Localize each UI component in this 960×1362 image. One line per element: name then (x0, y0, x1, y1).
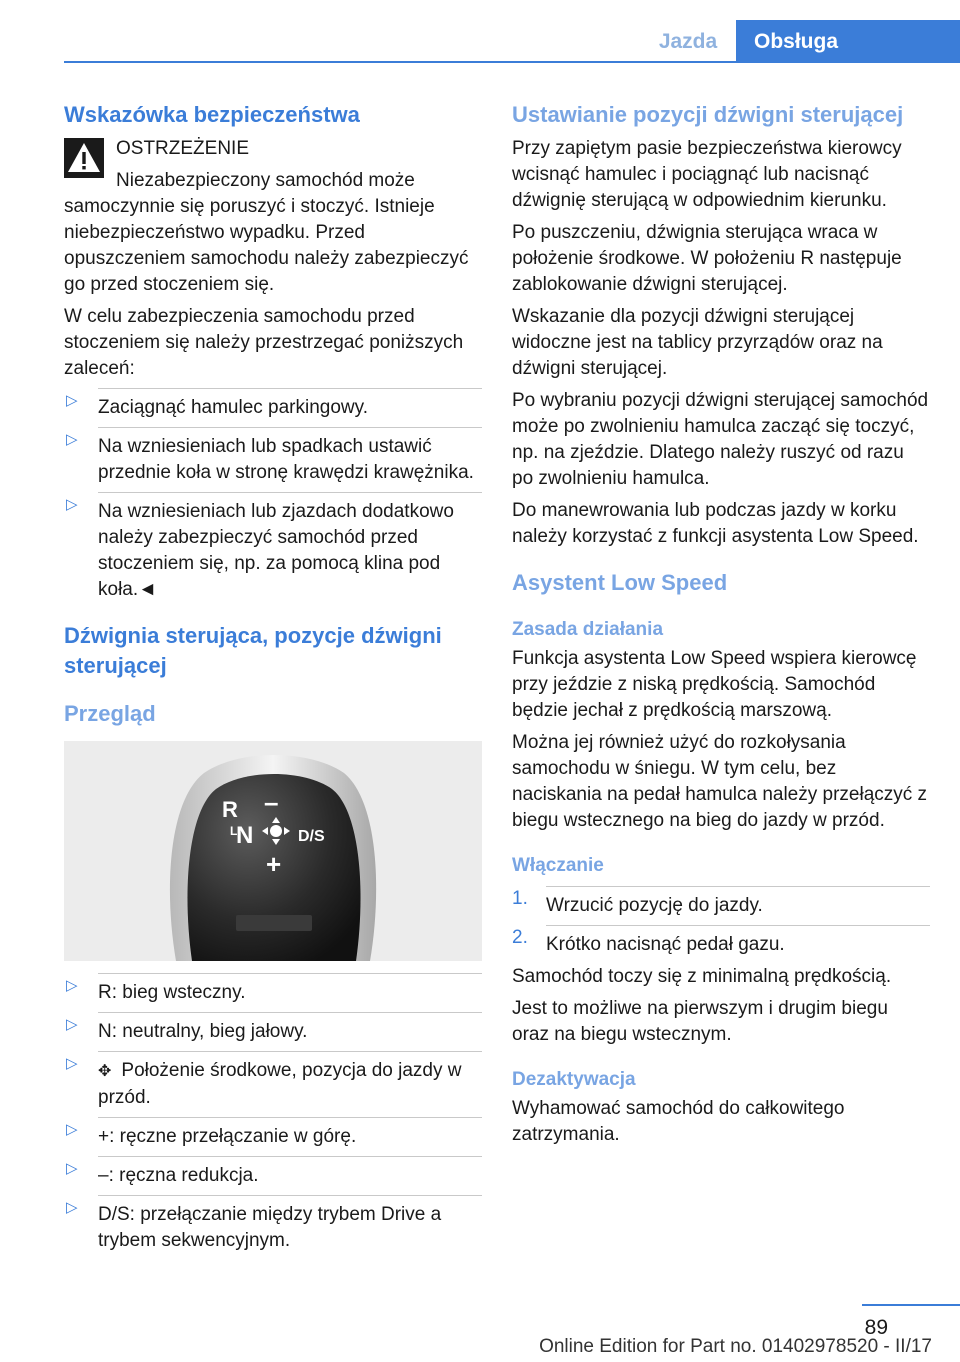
edition-line: Online Edition for Part no. 01402978520 - II/17 (539, 1336, 932, 1357)
triangle-bullet-icon: ▷ (66, 1121, 78, 1138)
footer-rule (862, 1304, 960, 1306)
setting-paragraph-1: Przy zapiętym pasie bezpieczeństwa kierowcy wcisnąć hamulec i pociągnąć lub nacisnąć dźwignię sterującą w odpowiednim kierunku. (512, 138, 902, 211)
activation-paragraph-2: Jest to możliwe na pierwszym i drugim biegu oraz na biegu wstecznym. (512, 998, 888, 1045)
page-number: 89 (864, 1316, 888, 1339)
setting-paragraph-2: Po puszczeniu, dźwignia sterująca wraca w położenie środkowe. W położeniu R następuje zablokowanie dźwigni sterującej. (512, 222, 902, 295)
setting-paragraph-3: Wskazanie dla pozycji dźwigni sterującej widoczne jest na tablicy przyrządów oraz na dźwigni sterującej. (512, 306, 883, 379)
warning-block (64, 136, 482, 298)
list-item: ▷ –: ręczna redukcja. (64, 1156, 482, 1189)
warning-text: Niezabezpieczony samochód może samoczynnie się poruszyć i stoczyć. Istnieje niebezpieczeństwo wypadku. Przed opuszczeniem samochodu należy zabezpieczyć go przed stoczeniem się. (64, 170, 469, 295)
list-item: ▷ N: neutralny, bieg jałowy. (64, 1012, 482, 1045)
warning-title: OSTRZEŻENIE (116, 138, 250, 159)
list-item: ▷ Na wzniesieniach lub spadkach ustawić przednie koła w stronę krawędzi krawężnika. (64, 427, 482, 486)
header-rule (64, 61, 960, 63)
knob-label-plus: + (266, 849, 282, 879)
list-item: ▷ D/S: przełączanie między trybem Drive a trybem sekwencyjnym. (64, 1195, 482, 1254)
list-item: ▷ Na wzniesieniach lub zjazdach dodatkowo należy zabezpieczyć samochód przed stoczeniem się, np. za pomocą klina pod koła.◄ (64, 492, 482, 603)
setting-paragraph-4: Po wybraniu pozycji dźwigni sterującej samochód może po zwolnieniu hamulca zacząć się toczyć, np. na zjeździe. Dlatego należy ruszyć od razu po zwolnieniu hamulca. (512, 390, 929, 489)
knob-label-n: N (236, 822, 254, 849)
triangle-bullet-icon: ▷ (66, 431, 78, 448)
knob-label-r: R (222, 797, 238, 822)
principle-paragraph-1: Funkcja asystenta Low Speed wspiera kierowcę przy jeździe z niską prędkością. Samochód będzie jechał z prędkością marszową. (512, 648, 917, 721)
overview-heading: Przegląd (64, 701, 156, 726)
list-item: 2. Krótko nacisnąć pedał gazu. (512, 925, 930, 958)
deactivation-heading: Dezaktywacja (512, 1069, 636, 1090)
triangle-bullet-icon: ▷ (66, 1016, 78, 1033)
triangle-bullet-icon: ▷ (66, 1199, 78, 1216)
triangle-bullet-icon: ▷ (66, 496, 78, 513)
gear-knob-figure (64, 741, 482, 961)
list-item: ▷ R: bieg wsteczny. (64, 973, 482, 1006)
right-column (512, 100, 930, 1148)
list-item: 1. Wrzucić pozycję do jazdy. (512, 886, 930, 919)
positions-list (64, 973, 482, 1254)
header-tab-jazda[interactable]: Jazda (658, 30, 718, 53)
triangle-bullet-icon: ▷ (66, 392, 78, 409)
m-logo-plate (236, 915, 312, 931)
knob-label-ds: D/S (298, 828, 325, 845)
setting-heading: Ustawianie pozycji dźwigni sterującej (512, 102, 904, 127)
precautions-intro: W celu zabezpieczenia samochodu przed stoczeniem się należy przestrzegać poniższych zaleceń: (64, 306, 464, 379)
principle-heading: Zasada działania (512, 619, 664, 640)
left-column (64, 100, 482, 1254)
list-item: ▷ Zaciągnąć hamulec parkingowy. (64, 388, 482, 421)
activation-steps (512, 886, 930, 958)
header-tab-obsluga[interactable]: Obsługa (736, 20, 960, 63)
lever-heading: Dźwignia sterująca, pozycje dźwigni sterującej (64, 623, 442, 678)
activation-paragraph-1: Samochód toczy się z minimalną prędkością. (512, 966, 892, 987)
assist-heading: Asystent Low Speed (512, 570, 728, 595)
triangle-bullet-icon: ▷ (66, 1160, 78, 1177)
setting-paragraph-5: Do manewrowania lub podczas jazdy w korku należy korzystać z funkcji asystenta Low Speed. (512, 500, 919, 547)
warning-triangle-icon (64, 138, 104, 178)
activation-heading: Włączanie (512, 855, 604, 876)
deactivation-paragraph-1: Wyhamować samochód do całkowitego zatrzymania. (512, 1098, 845, 1145)
principle-paragraph-2: Można jej również użyć do rozkołysania samochodu w śniegu. W tym celu, bez naciskania na pedał hamulca należy przełączyć z biegu wstecznego na bieg do jazdy w przód. (512, 732, 928, 831)
list-item: ▷ +: ręczne przełączanie w górę. (64, 1117, 482, 1150)
knob-label-minus: – (264, 787, 279, 817)
triangle-bullet-icon: ▷ (66, 977, 78, 994)
precautions-list (64, 388, 482, 603)
list-item: ▷ ✥ Położenie środkowe, pozycja do jazdy w przód. (64, 1051, 482, 1111)
triangle-bullet-icon: ▷ (66, 1055, 78, 1072)
safety-heading: Wskazówka bezpieczeństwa (64, 102, 360, 127)
knob-label-l: L (230, 824, 238, 838)
center-position-symbol-icon: ✥ (98, 1063, 112, 1080)
gear-knob-image (64, 741, 482, 961)
